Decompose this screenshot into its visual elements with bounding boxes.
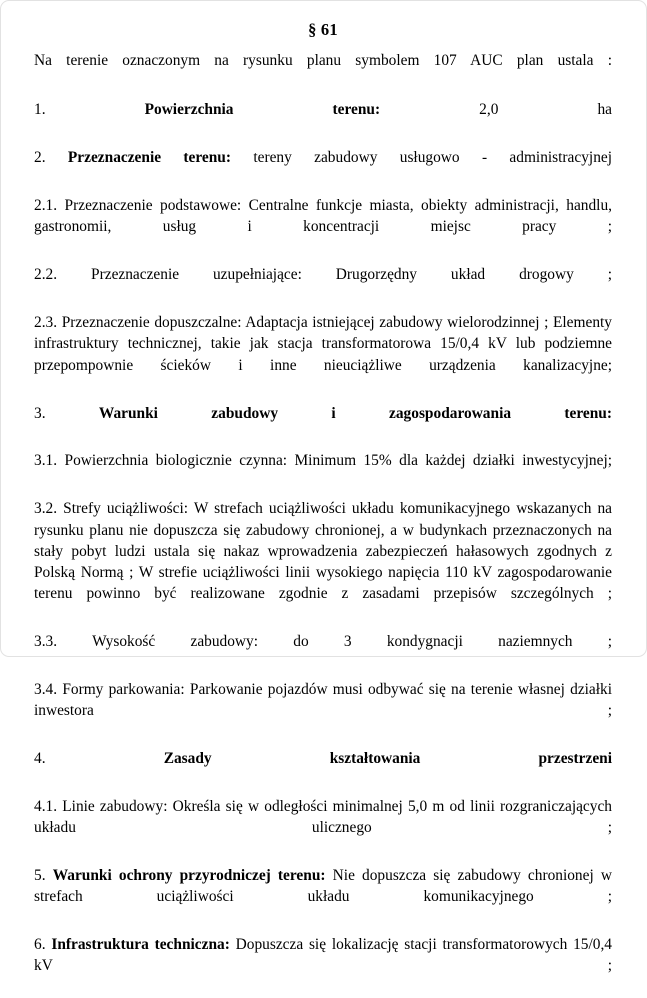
provision-body: Przeznaczenie uzupełniające: Drugorzędny układ drogowy ; [91, 266, 612, 284]
provision-number: 4. [34, 750, 46, 768]
provision-number: 3. [34, 404, 46, 422]
provision-body: Formy parkowania: Parkowanie pojazdów musi odbywać się na terenie własnej działki inwestora ; [34, 680, 613, 720]
provision-title: Zasady kształtowania przestrzeni [163, 750, 612, 768]
provision-body: 2,0 ha [479, 101, 612, 119]
provision-number: 2. [34, 149, 46, 167]
provision-3-3 [34, 631, 612, 673]
provision-4 [34, 748, 612, 790]
provision-number: 2.1. [34, 197, 58, 215]
provision-number: 3.1. [34, 452, 58, 470]
provision-title: Warunki zabudowy i zagospodarowania terenu: [98, 404, 612, 422]
provision-body: Powierzchnia biologicznie czynna: Minimum 15% dla każdej działki inwestycyjnej; [64, 452, 612, 470]
intro-paragraph: Na terenie oznaczonym na rysunku planu symbolem 107 AUC plan ustala : [34, 52, 612, 69]
provision-3-2 [34, 498, 612, 625]
provision-body: Nie dopuszcza się zabudowy chronionej w strefach uciążliwości układu komunikacyjnego ; [34, 867, 612, 906]
provision-number: 6. [34, 936, 46, 954]
provision-2-2 [34, 264, 612, 306]
provision-number: 5. [34, 867, 46, 885]
provision-4-1 [34, 796, 612, 860]
provision-body: tereny zabudowy usługowo - administracyjnej [253, 149, 612, 167]
provision-number: 3.4. [34, 680, 58, 698]
provision-2 [34, 147, 612, 189]
provision-title: Powierzchnia terenu: [144, 101, 381, 119]
provision-3-4 [34, 679, 612, 743]
provision-body: Przeznaczenie dopuszczalne: Adaptacja istniejącej zabudowy wielorodzinnej ; Elementy infrastruktury technicznej, takie jak stacja transformatorowa 15/0,4 kV lub podziemne przepompownie ścieków i inne nieuciążliwe urządzenia kanalizacyjne; [34, 314, 612, 374]
provision-number: 3.3. [34, 633, 58, 651]
provision-title: Przeznaczenie terenu: [67, 149, 231, 167]
provision-6 [34, 934, 612, 998]
provisions-list [34, 99, 612, 997]
provision-number: 2.3. [34, 314, 58, 332]
provision-2-3 [34, 312, 612, 397]
provision-1 [34, 99, 612, 141]
provision-body: Strefy uciążliwości: W strefach uciążliwości układu komunikacyjnego wskazanych na rysunku planu nie dopuszcza się zabudowy chronionej, a w budynkach przeznaczonych na stały pobyt ludzi ustala się nakaz wprowadzenia zabezpieczeń hałasowych zgodnych z Polską Normą ; W strefie uciążliwości linii wysokiego napięcia 110 kV zagospodarowanie terenu powinno być realizowane zgodnie z zasadami przepisów szczególnych ; [34, 500, 612, 603]
provision-3-1 [34, 450, 612, 492]
provision-title: Infrastruktura techniczna: [51, 936, 230, 954]
provision-body: Dopuszcza się lokalizację stacji transformatorowych 15/0,4 kV ; [34, 936, 612, 975]
provision-title: Warunki ochrony przyrodniczej terenu: [52, 867, 326, 885]
provision-2-1 [34, 195, 612, 259]
provision-3 [34, 403, 612, 445]
provision-number: 1. [34, 101, 46, 119]
provision-number: 3.2. [34, 500, 58, 518]
page-title: § 61 [308, 20, 338, 39]
provision-body: Przeznaczenie podstawowe: Centralne funkcje miasta, obiekty administracji, handlu, gastronomii, usług i koncentracji miejsc pracy ; [34, 197, 612, 236]
provision-number: 4.1. [34, 798, 58, 815]
provision-5 [34, 865, 612, 929]
provision-body: Wysokość zabudowy: do 3 kondygnacji naziemnych ; [92, 633, 612, 651]
provision-body: Linie zabudowy: Określa się w odległości minimalnej 5,0 m od linii rozgraniczających układu ulicznego ; [34, 798, 612, 837]
provision-number: 2.2. [34, 266, 58, 284]
